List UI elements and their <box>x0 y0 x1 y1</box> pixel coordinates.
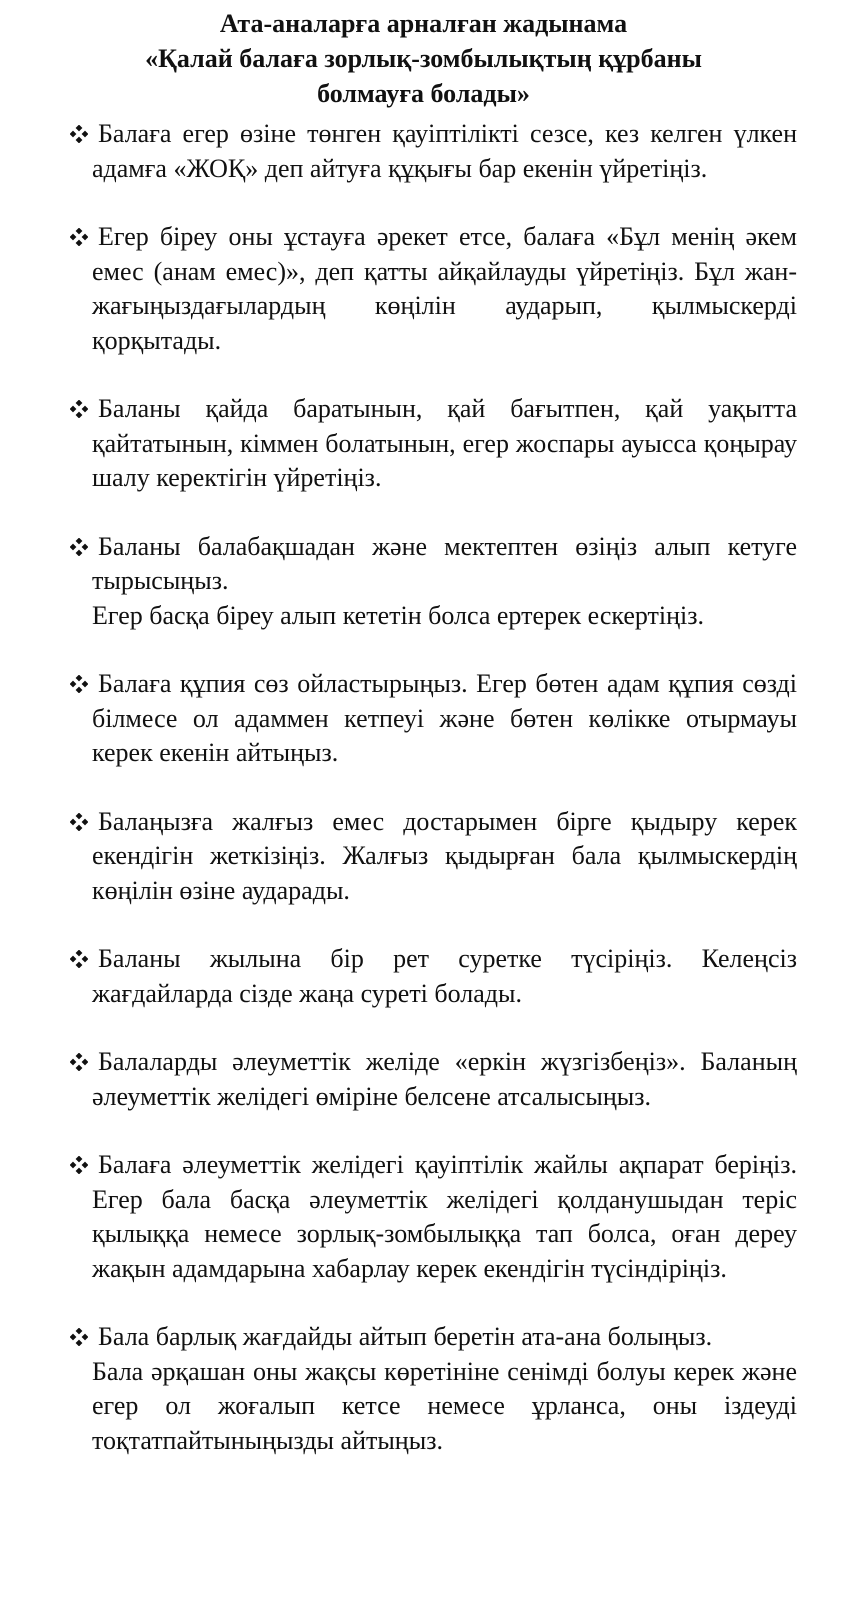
tip-text: Балаға құпия сөз ойластырыңыз. Егер бөтен адам құпия сөзді білмесе ол адаммен кетпеуі және бөтен көлікке отырмауы керек екенін айтыңыз. <box>92 669 797 767</box>
four-diamond-bullet-icon <box>70 1320 92 1354</box>
four-diamond-bullet-icon <box>70 530 92 564</box>
tip-text: Балаға әлеуметтік желідегі қауіптілік жайлы ақпарат беріңіз. Егер бала басқа әлеуметтік желідегі қолданушыдан теріс қылыққа немесе зорлық-зомбылыққа тап болса, оған дереу жақын адамдарына хабарлау керек екендігін түсіндіріңіз. <box>92 1150 797 1283</box>
four-diamond-bullet-icon <box>70 392 92 426</box>
four-diamond-bullet-icon <box>70 1148 92 1182</box>
tip-item <box>0 117 847 186</box>
tip-text-continued: Егер басқа біреу алып кететін болса ертерек ескертіңіз. <box>92 600 705 630</box>
tip-text: Баланы балабақшадан және мектептен өзіңіз алып кетуге тырысыңыз. <box>92 531 797 595</box>
tip-text: Бала барлық жағдайды айтып беретін ата-ана болыңыз. <box>98 1322 713 1351</box>
tip-item <box>0 1148 847 1286</box>
tip-text: Балаларды әлеуметтік желіде «еркін жүзгізбеңіз». Баланың әлеуметтік желідегі өміріне белсене атсалысыңыз. <box>92 1047 797 1111</box>
tip-item <box>0 1045 847 1114</box>
tip-item <box>0 392 847 496</box>
tip-item <box>0 942 847 1011</box>
four-diamond-bullet-icon <box>70 805 92 839</box>
memo-title <box>0 6 847 111</box>
four-diamond-bullet-icon <box>70 117 92 151</box>
title-line: «Қалай балаға зорлық-зомбылықтың құрбаны <box>145 44 702 73</box>
tip-item <box>0 530 847 634</box>
four-diamond-bullet-icon <box>70 220 92 254</box>
tip-item <box>0 220 847 358</box>
tip-item <box>0 667 847 771</box>
title-line: болмауға болады» <box>317 79 530 108</box>
four-diamond-bullet-icon <box>70 1045 92 1079</box>
tip-text-continued: Бала әрқашан оны жақсы көретініне сенімді болуы керек және егер ол жоғалып кетсе немесе ұрланса, оны іздеуді тоқтатпайтыныңызды айтыңыз. <box>92 1356 797 1455</box>
tip-text: Балаңызға жалғыз емес достарымен бірге қыдыру керек екендігін жеткізіңіз. Жалғыз қыдырған бала қылмыскердің көңілін өзіне аударады. <box>92 806 797 905</box>
four-diamond-bullet-icon <box>70 942 92 976</box>
tip-text: Егер біреу оны ұстауға әрекет етсе, балаға «Бұл менің әкем емес (анам емес)», деп қатты айқайлауды үйретіңіз. Бұл жан-жағыңыздағылардың көңілін аударып, қылмыскерді қорқытады. <box>92 222 797 355</box>
tip-text: Баланы қайда баратынын, қай бағытпен, қай уақытта қайтатынын, кіммен болатынын, егер жоспары ауысса қоңырау шалу керектігін үйретіңіз. <box>92 394 797 492</box>
tip-text: Балаға егер өзіне төнген қауіптілікті сезсе, кез келген үлкен адамға «ЖОҚ» деп айтуға құқығы бар екенін үйретіңіз. <box>92 119 797 183</box>
tip-item <box>0 805 847 909</box>
tips-list <box>0 117 847 1458</box>
tip-item <box>0 1320 847 1458</box>
tip-text: Баланы жылына бір рет суретке түсіріңіз. Келеңсіз жағдайларда сізде жаңа суреті болады. <box>92 944 797 1008</box>
title-line: Ата-аналарға арналған жадынама <box>219 9 628 38</box>
four-diamond-bullet-icon <box>70 667 92 701</box>
